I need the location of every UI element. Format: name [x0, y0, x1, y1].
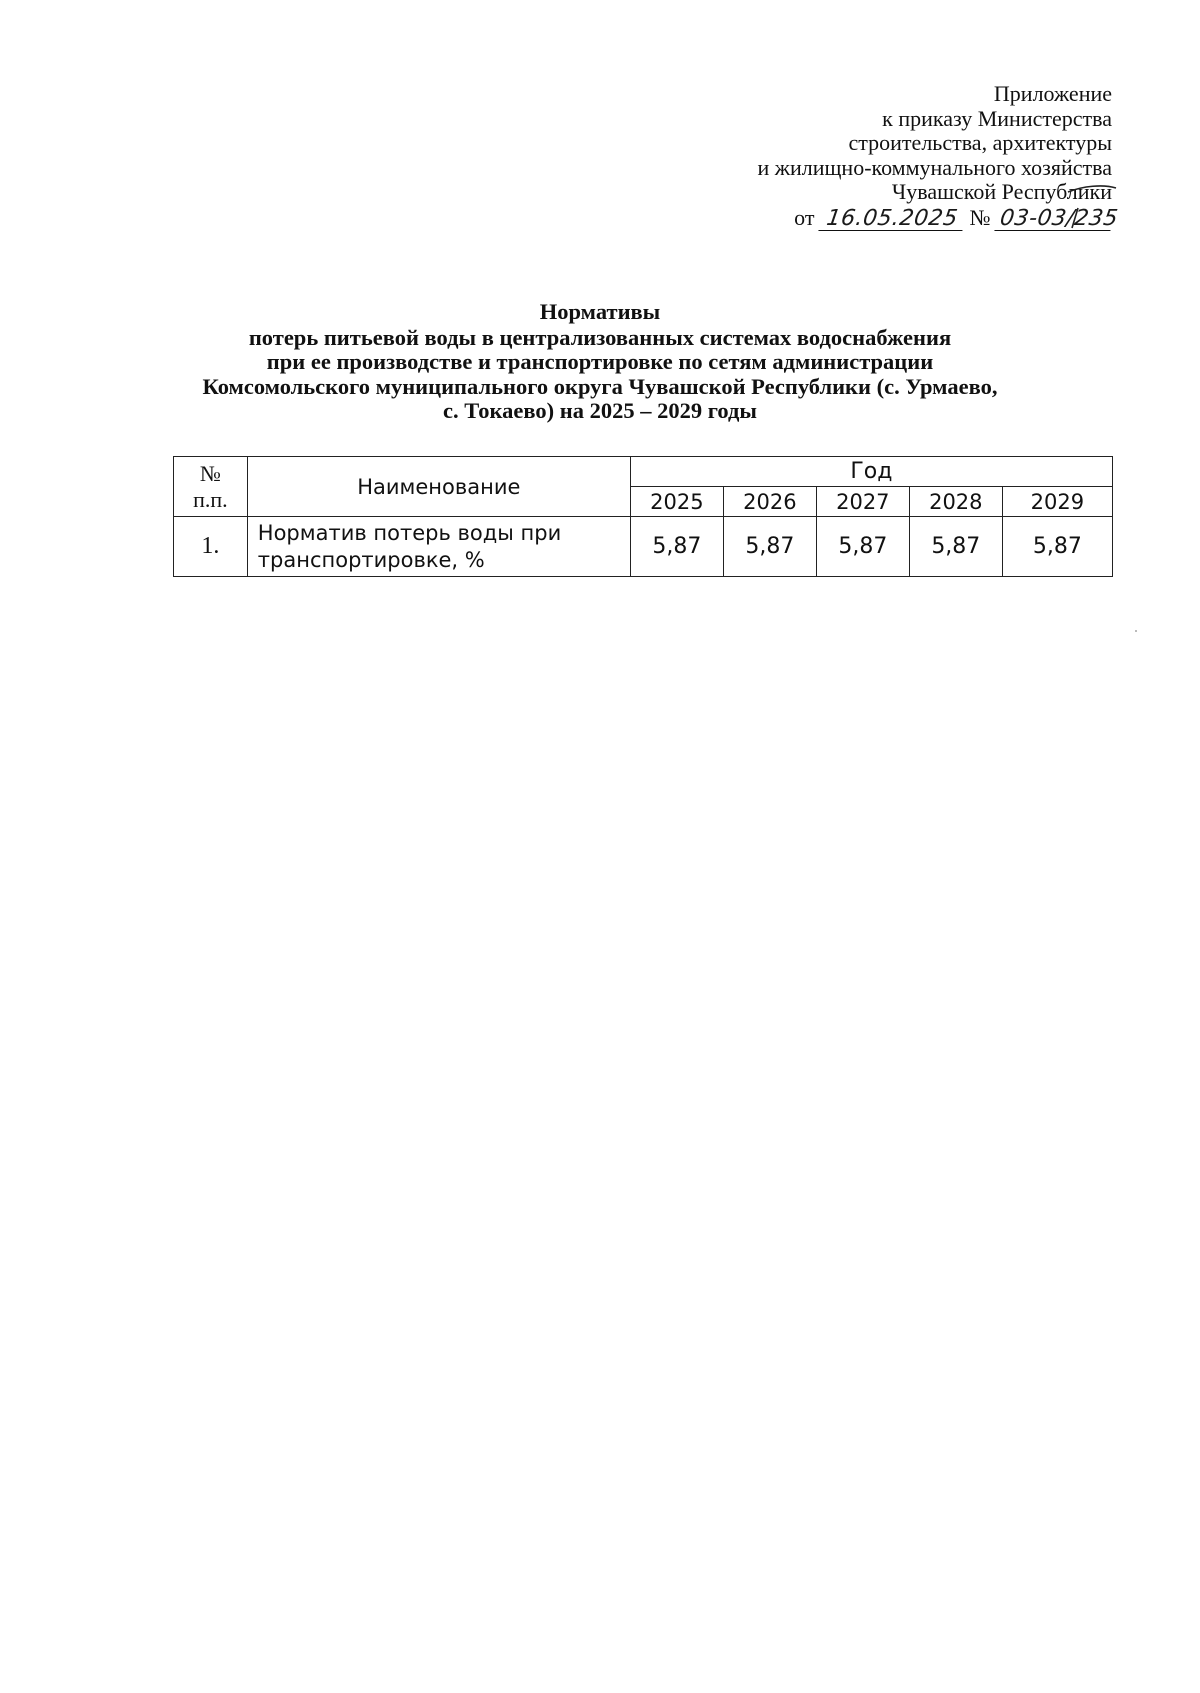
header-year: 2028	[909, 487, 1002, 517]
appendix-line: и жилищно-коммунального хозяйства	[757, 154, 1112, 180]
header-year: 2025	[630, 487, 723, 517]
document-title	[150, 300, 1050, 424]
number-prefix: №	[969, 204, 991, 230]
header-year: 2029	[1002, 487, 1112, 517]
scan-artifact	[1135, 630, 1137, 632]
row-value: 5,87	[723, 517, 816, 577]
table-row	[174, 517, 1113, 577]
title-line: Комсомольского муниципального округа Чувашской Республики (с. Урмаево,	[202, 373, 998, 399]
header-number-line1: №	[199, 460, 221, 486]
header-year: 2026	[723, 487, 816, 517]
row-value: 5,87	[909, 517, 1002, 577]
appendix-line: Чувашской Республики	[891, 179, 1112, 204]
row-value: 5,87	[1002, 517, 1112, 577]
title-main: Нормативы	[539, 299, 661, 324]
title-line: при ее производстве и транспортировке по сетям администрации	[266, 349, 934, 374]
title-line: с. Токаево) на 2025 – 2029 годы	[443, 398, 757, 423]
order-date-number	[552, 204, 1120, 231]
header-number-line2: п.п.	[193, 486, 228, 512]
appendix-line: Приложение	[993, 81, 1112, 106]
row-name: Норматив потерь воды при транспортировке, %	[247, 517, 630, 577]
appendix-line: к приказу Министерства	[882, 105, 1112, 131]
header-year: 2027	[816, 487, 909, 517]
order-number-handwritten: 03-03/235	[994, 208, 1113, 231]
order-date-handwritten: 16.05.2025	[818, 208, 965, 231]
appendix-header	[552, 81, 1120, 231]
date-prefix: от	[794, 204, 815, 230]
appendix-line: строительства, архитектуры	[848, 130, 1112, 155]
header-year-group: Год	[630, 457, 1112, 487]
row-number: 1.	[174, 517, 248, 577]
norms-table	[173, 456, 1113, 577]
row-value: 5,87	[630, 517, 723, 577]
table-header-row	[174, 457, 1113, 487]
header-name-cell: Наименование	[247, 457, 630, 517]
row-value: 5,87	[816, 517, 909, 577]
title-line: потерь питьевой воды в централизованных системах водоснабжения	[248, 324, 952, 350]
header-number-cell	[174, 457, 248, 517]
